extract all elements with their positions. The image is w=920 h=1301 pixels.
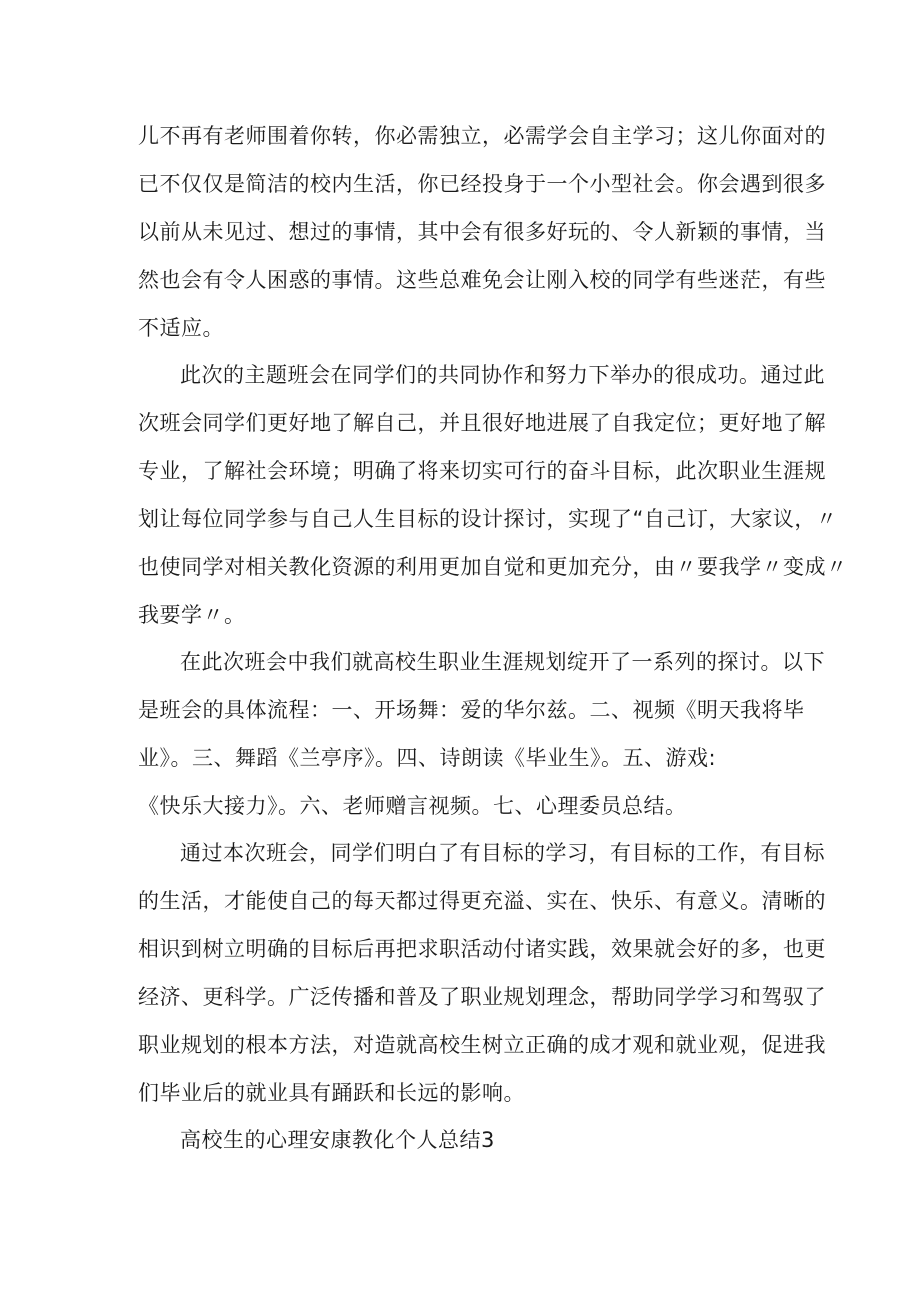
text-line: 在此次班会中我们就高校生职业生涯规划绽开了一系列的探讨。以下 — [180, 650, 825, 674]
text-line: 是班会的具体流程：一、开场舞：爱的华尔兹。二、视频《明天我将毕 — [138, 698, 805, 722]
text-line: 不适应。 — [138, 316, 224, 340]
text-line: 通过本次班会，同学们明白了有目标的学习，有目标的工作，有目标 — [180, 841, 825, 865]
paragraph-conclusion — [138, 829, 826, 1117]
text-line: 相识到树立明确的目标后再把求职活动付诸实践，效果就会好的多，也更 — [138, 937, 826, 961]
text-line: 然也会有令人困惑的事情。这些总难免会让刚入校的同学有些迷茫，有些 — [138, 268, 826, 292]
text-line: 《快乐大接力》。六、老师赠言视频。七、心理委员总结。 — [138, 794, 687, 818]
paragraph-class-meeting-summary — [138, 351, 848, 639]
text-line: 以前从未见过、想过的事情，其中会有很多好玩的、令人新颖的事情，当 — [138, 220, 826, 244]
paragraph-meeting-agenda — [138, 638, 825, 830]
text-line: 专业，了解社会环境；明确了将来切实可行的奋斗目标，此次职业生涯规 — [138, 459, 826, 483]
text-line: 职业规划的根本方法，对造就高校生树立正确的成才观和就业观，促进我 — [138, 1033, 826, 1057]
text-line: 次班会同学们更好地了解自己，并且很好地进展了自我定位；更好地了解 — [138, 411, 826, 435]
text-line: 儿不再有老师围着你转，你必需独立，必需学会自主学习；这儿你面对的 — [138, 124, 826, 148]
section-heading — [138, 1116, 790, 1164]
text-line: 经济、更科学。广泛传播和普及了职业规划理念，帮助同学学习和驾驭了 — [138, 985, 826, 1009]
text-line: 此次的主题班会在同学们的共同协作和努力下举办的很成功。通过此 — [180, 363, 825, 387]
section-heading-text: 高校生的心理安康教化个人总结3 — [180, 1128, 495, 1152]
text-line: 我要学〃。 — [138, 603, 246, 627]
text-line: 划让每位同学参与自己人生目标的设计探讨，实现了“自己订，大家议，〃 — [138, 507, 838, 531]
text-line: 的生活，才能使自己的每天都过得更充溢、实在、快乐、有意义。清晰的 — [138, 889, 826, 913]
text-line: 也使同学对相关教化资源的利用更加自觉和更加充分，由〃要我学〃变成〃 — [138, 555, 848, 579]
paragraph-continuation — [138, 112, 826, 352]
text-line: 业》。三、舞蹈《兰亭序》。四、诗朗读《毕业生》。五、游戏: — [138, 746, 717, 770]
text-line: 们毕业后的就业具有踊跃和长远的影响。 — [138, 1081, 525, 1105]
text-line: 已不仅仅是简洁的校内生活，你已经投身于一个小型社会。你会遇到很多 — [138, 172, 826, 196]
